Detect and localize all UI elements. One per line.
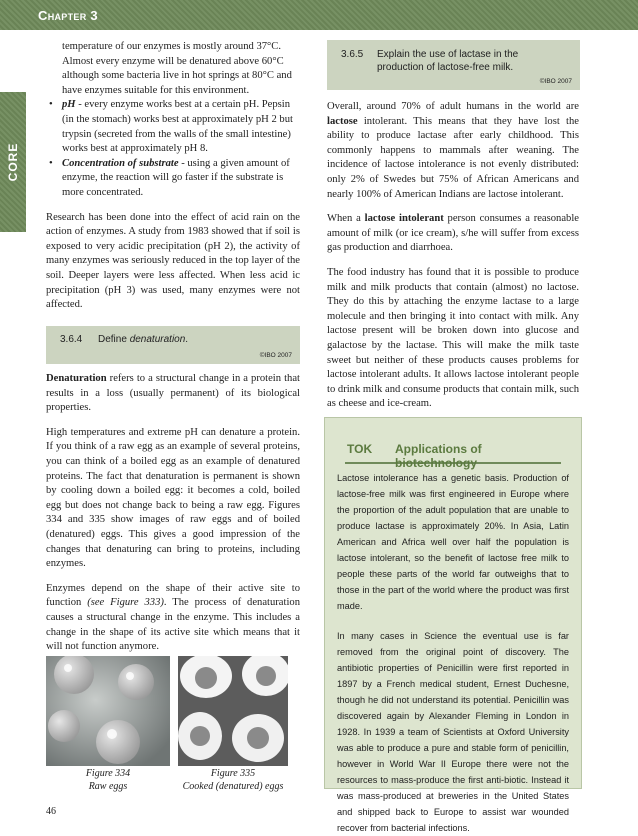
- concentration-line: more concentrated.: [62, 186, 144, 198]
- raw-eggs-illustration: [46, 656, 170, 766]
- p2-text-a: When a: [327, 213, 365, 225]
- ibo-copyright: ©IBO 2007: [539, 78, 572, 85]
- core-label: CORE: [6, 142, 20, 182]
- objective-line: production of lactose-free milk.: [377, 62, 514, 73]
- tok-label: TOK: [347, 442, 373, 456]
- objective-text-term: denaturation: [129, 334, 186, 345]
- objective-text-suffix: .: [185, 334, 189, 345]
- figure-334-caption: [56, 767, 160, 793]
- right-column: [327, 100, 579, 412]
- objective-3-6-5-box: [327, 40, 580, 90]
- ph-line: (in the stomach) works best at approximately pH 2 but: [62, 113, 293, 125]
- lactose-intolerance-paragraph: [327, 100, 579, 202]
- ph-line: works best at approximately pH 8.: [62, 143, 208, 155]
- chapter-header-bar: [0, 0, 638, 30]
- tok-body: [337, 470, 569, 836]
- ph-term: pH: [62, 99, 76, 111]
- p1-text-a: Overall, around 70% of adult humans in the world are: [327, 101, 579, 112]
- food-industry-paragraph: The food industry has found that it is possible to produce milk and milk products that contain (almost) no lactose. They do this by attaching the enzyme lactase to a large molecule and then bringing it into contact with milk. Any lactose present will be broken down into glucose and galactose by the lactase. This will make the milk taste sweet but neither of these products causes problems for lactose intolerant adults. It allows lactose intolerant people to drink milk and consume products that contain milk, such as cheese and ice-cream.: [327, 266, 579, 410]
- denaturation-definition: refers to a structural change in a protein that results in a loss (usually permanent) of its biological properties.: [46, 373, 300, 414]
- ph-line: trypsin (secreted from the walls of the small intestine): [62, 128, 291, 140]
- concentration-line: - using a given amount of: [178, 157, 290, 169]
- figure-334-text: Raw eggs: [88, 781, 128, 792]
- ibo-copyright: ©IBO 2007: [259, 352, 292, 359]
- figure-335-title: Figure 335: [210, 768, 256, 779]
- chapter-title: Chapter 3: [38, 8, 98, 23]
- objective-3-6-4-box: [46, 326, 300, 364]
- tok-title: Applications of biotechnology: [395, 442, 482, 470]
- objective-line: Explain the use of lactase in the: [377, 49, 519, 60]
- active-site-paragraph: [46, 582, 300, 655]
- core-side-tab: [0, 92, 26, 232]
- p1-text-b: intolerant. This means that they have lost the ability to produce lactase after early childhood. This commonly happens to mammals after weaning. The incidence of lactose intolerance is not evenly distributed: only 2% of Swedes but 75% of African Americans and nearly 100% of American Indians are lactose intolerant.: [327, 115, 579, 200]
- lactose-intolerant-term: lactose intolerant: [364, 213, 444, 225]
- denaturation-term: Denaturation: [46, 373, 107, 384]
- denaturation-paragraph: [46, 372, 300, 416]
- bullet-cont-line: have enzymes suitable for this environment.: [62, 84, 250, 96]
- ph-bullet: [62, 98, 300, 156]
- figure-335-caption: [172, 767, 294, 793]
- concentration-bullet: [62, 157, 300, 201]
- objective-text: [98, 333, 188, 346]
- active-site-text-b: . The process of denaturation causes a structural change in the enzyme. This includes a change in the shape of its active site which means that it will not function anymore.: [46, 597, 300, 653]
- figure-335-text: Cooked (denatured) eggs: [182, 781, 284, 792]
- symptoms-paragraph: [327, 212, 579, 256]
- tok-paragraph-1: Lactose intolerance has a genetic basis. Production of lactose-free milk was first engineered in Europe where the proportion of the adult population that are unable to produce lactase is approximately 20%. In Asia, Latin American and Africa well over half the population is lactose intolerant, so the benefit of lactose free milk to people these parts of the world far outweighs that to those in the part of the world where the product was first made.: [337, 473, 569, 611]
- concentration-term: Concentration of substrate: [62, 157, 179, 169]
- figure-reference: (see Figure 333): [87, 597, 164, 609]
- raw-eggs-photo: [46, 656, 170, 766]
- page-number: 46: [46, 806, 56, 817]
- figure-334-title: Figure 334: [85, 768, 131, 779]
- tok-box: [324, 417, 582, 833]
- tok-title-bar: [345, 440, 561, 470]
- factor-bullets: [46, 40, 300, 201]
- tok-paragraph-2: In many cases in Science the eventual use is far removed from the original point of discovery. The antibiotic properties of Penicillin were first reported in 1897 by a French medical student, Ernest Duchesne, though he did not understand its potential. Penicillin was discovered again by Alexander Fleming in London in 1928. In 1939 a team of Scientists at Oxford University was able to produce a pure and stable form of penicillin, however in World War II Europe there were not the resources to mass-produce the first anti-biotic. Instead it was mass-produced at breweries in the United States and shipped back to Europe to assist war wounded recover from bacterial infections.: [337, 631, 569, 833]
- lactose-term: lactose: [327, 115, 358, 127]
- left-column-lower: [46, 372, 300, 655]
- left-column: [46, 40, 300, 313]
- bullet-cont-line: temperature of our enzymes is mostly around 37°C.: [62, 41, 282, 52]
- acid-rain-paragraph: Research has been done into the effect of acid rain on the action of enzymes. A study from 1983 showed that if soil is exposed to very acidic precipitation (pH 2), the activity of many enzymes was seriously reduced in the top layer of the soil. Deeper layers were less affected. When less acid ic precipitation (pH 3) was used, many enzymes were not affected.: [46, 211, 300, 311]
- objective-text-prefix: Define: [98, 334, 130, 345]
- cooked-eggs-photo: [178, 656, 288, 766]
- p2-text-b: person consumes a reasonable amount of milk (or ice cream), s/he will suffer from excess gas production and diarrhoea.: [327, 213, 579, 254]
- objective-number: 3.6.4: [60, 334, 83, 345]
- ph-line: - every enzyme works best at a certain pH. Pepsin: [75, 99, 290, 111]
- bullet-cont-line: although some bacteria live in hot springs at 80°C and: [62, 70, 292, 82]
- objective-number: 3.6.5: [341, 49, 364, 60]
- bullet-cont-line: Almost every enzyme will be denatured above 60°C: [62, 55, 284, 67]
- high-temp-paragraph: High temperatures and extreme pH can denature a protein. If you think of a raw egg as an example of several proteins, you can think of a boiled egg as an example of denatured proteins. The fact that denaturation is permanent is shown by cooling down a boiled egg: it becomes a cold, boiled egg but does not change back to being a raw egg. Figures 334 and 335 show images of raw eggs and of boiled (denatured) eggs. This gives a good impression of the changes that denaturing can bring to proteins, including enzymes.: [46, 426, 300, 570]
- active-site-text-a: Enzymes depend on the shape of their active site to function: [46, 582, 300, 609]
- concentration-line: enzyme, the reaction will go faster if the substrate is: [62, 172, 284, 184]
- cooked-eggs-illustration: [178, 656, 288, 766]
- objective-text: [377, 48, 518, 74]
